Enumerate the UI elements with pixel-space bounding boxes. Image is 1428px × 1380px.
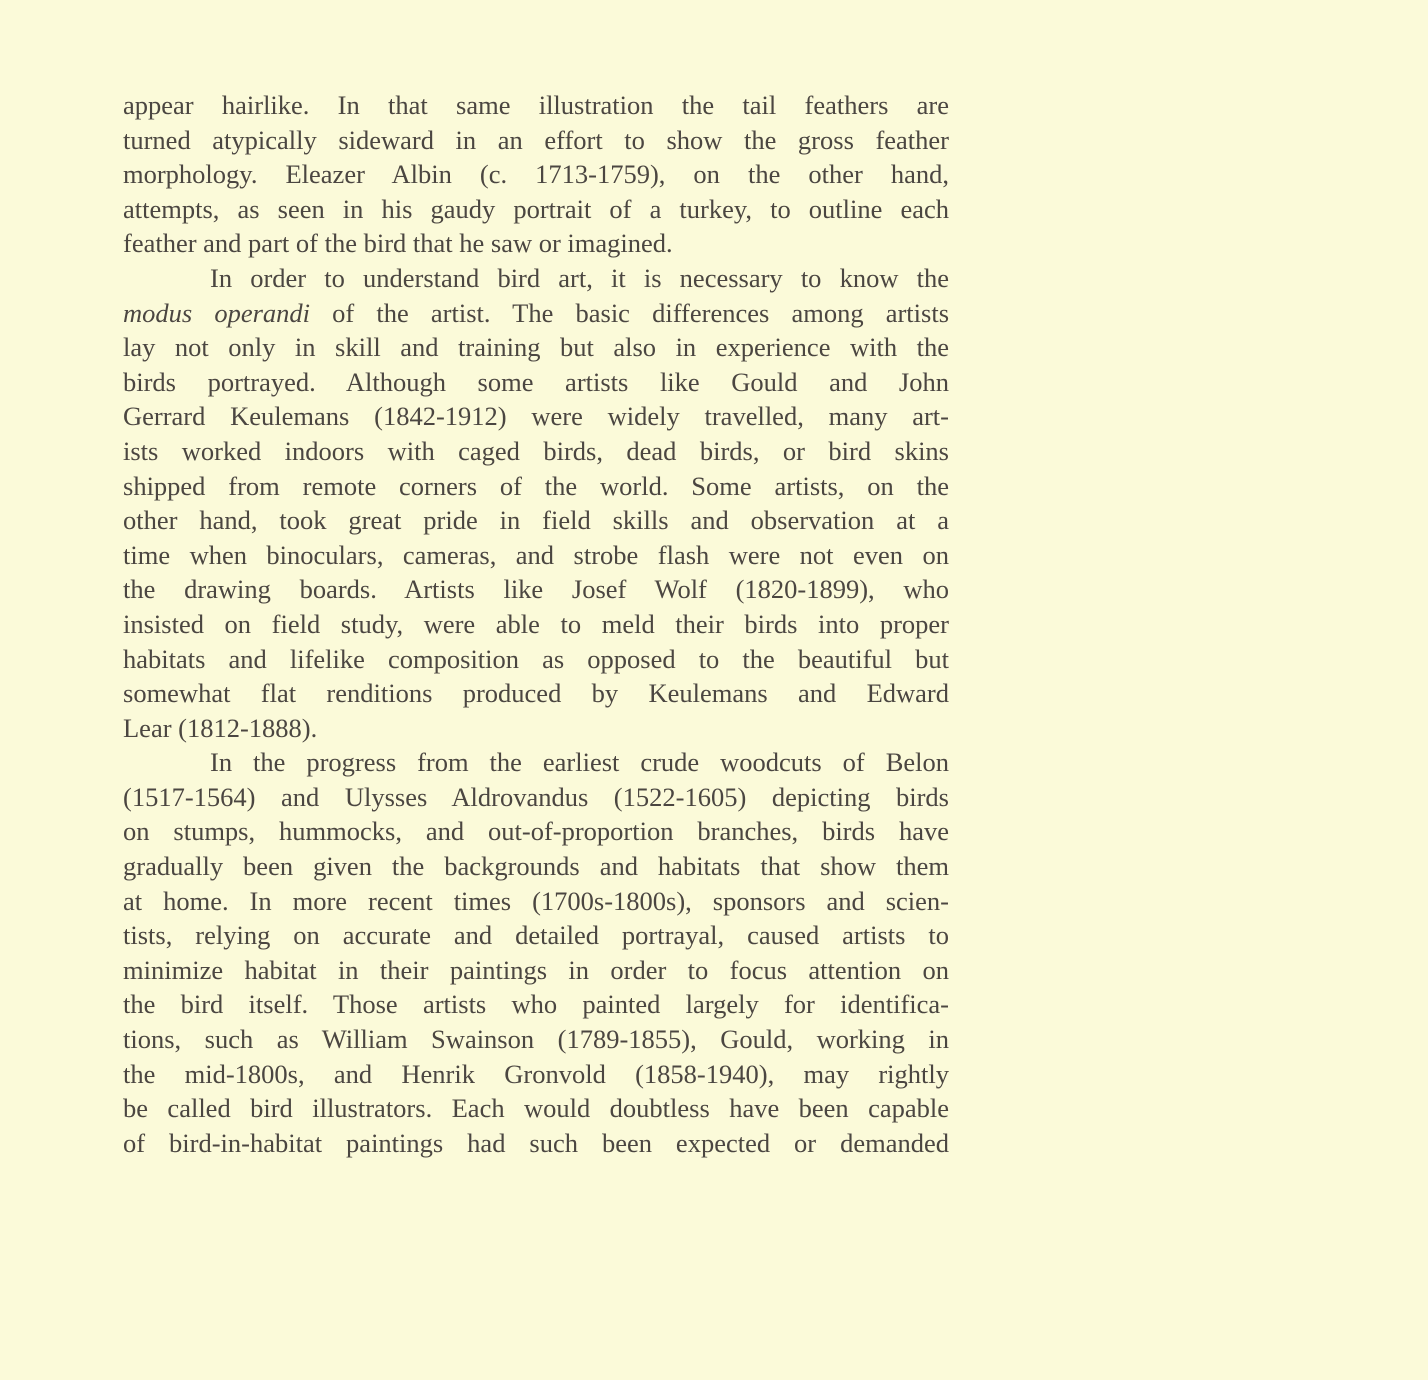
- text-line: at home. In more recent times (1700s-1800s), sponsors and scien-: [123, 885, 949, 916]
- text-line: the mid-1800s, and Henrik Gronvold (1858-1940), may rightly: [123, 1058, 949, 1089]
- paragraph: [123, 88, 949, 261]
- text-line: turned atypically sideward in an effort to show the gross feather: [123, 124, 949, 155]
- text-line: somewhat flat renditions produced by Keulemans and Edward: [123, 678, 949, 709]
- text-run: of the artist. The basic differences among artists: [310, 297, 950, 328]
- text-line: insisted on field study, were able to meld their birds into proper: [123, 608, 949, 639]
- text-line: ists worked indoors with caged birds, dead birds, or bird skins: [123, 435, 949, 466]
- text-line: morphology. Eleazer Albin (c. 1713-1759), on the other hand,: [123, 159, 949, 190]
- text-line: Gerrard Keulemans (1842-1912) were widely travelled, many art-: [123, 401, 949, 432]
- text-line: minimize habitat in their paintings in order to focus attention on: [123, 954, 949, 985]
- text-line: appear hairlike. In that same illustration the tail feathers are: [123, 90, 949, 120]
- text-line: shipped from remote corners of the world. Some artists, on the: [123, 470, 949, 501]
- text-line: [123, 296, 949, 331]
- text-line: Lear (1812-1888).: [123, 712, 318, 743]
- text-line: In the progress from the earliest crude woodcuts of Belon: [210, 747, 949, 778]
- text-line: habitats and lifelike composition as opposed to the beautiful but: [123, 643, 949, 674]
- text-line: the bird itself. Those artists who painted largely for identifica-: [123, 989, 949, 1020]
- text-line: In order to understand bird art, it is necessary to know the: [210, 262, 949, 293]
- text-line: the drawing boards. Artists like Josef Wolf (1820-1899), who: [123, 574, 949, 605]
- paragraph: [123, 745, 949, 1160]
- text-line: tions, such as William Swainson (1789-1855), Gould, working in: [123, 1024, 949, 1055]
- text-line: attempts, as seen in his gaudy portrait of a turkey, to outline each: [123, 193, 949, 224]
- paragraph: [123, 261, 949, 745]
- text-line: lay not only in skill and training but also in experience with the: [123, 332, 949, 363]
- text-line: birds portrayed. Although some artists like Gould and John: [123, 366, 949, 397]
- text-line: of bird-in-habitat paintings had such been expected or demanded: [123, 1127, 949, 1158]
- text-line: gradually been given the backgrounds and habitats that show them: [123, 851, 949, 882]
- text-line: (1517-1564) and Ulysses Aldrovandus (1522-1605) depicting birds: [123, 781, 949, 812]
- page-text: [123, 88, 949, 1160]
- text-line: be called bird illustrators. Each would doubtless have been capable: [123, 1093, 949, 1124]
- italic-phrase: modus operandi: [123, 297, 311, 328]
- text-line: on stumps, hummocks, and out-of-proportion branches, birds have: [123, 816, 949, 847]
- text-line: tists, relying on accurate and detailed portrayal, caused artists to: [123, 920, 949, 951]
- text-line: other hand, took great pride in field skills and observation at a: [123, 505, 949, 536]
- text-line: time when binoculars, cameras, and strobe flash were not even on: [123, 539, 949, 570]
- text-line: feather and part of the bird that he saw or imagined.: [123, 228, 673, 259]
